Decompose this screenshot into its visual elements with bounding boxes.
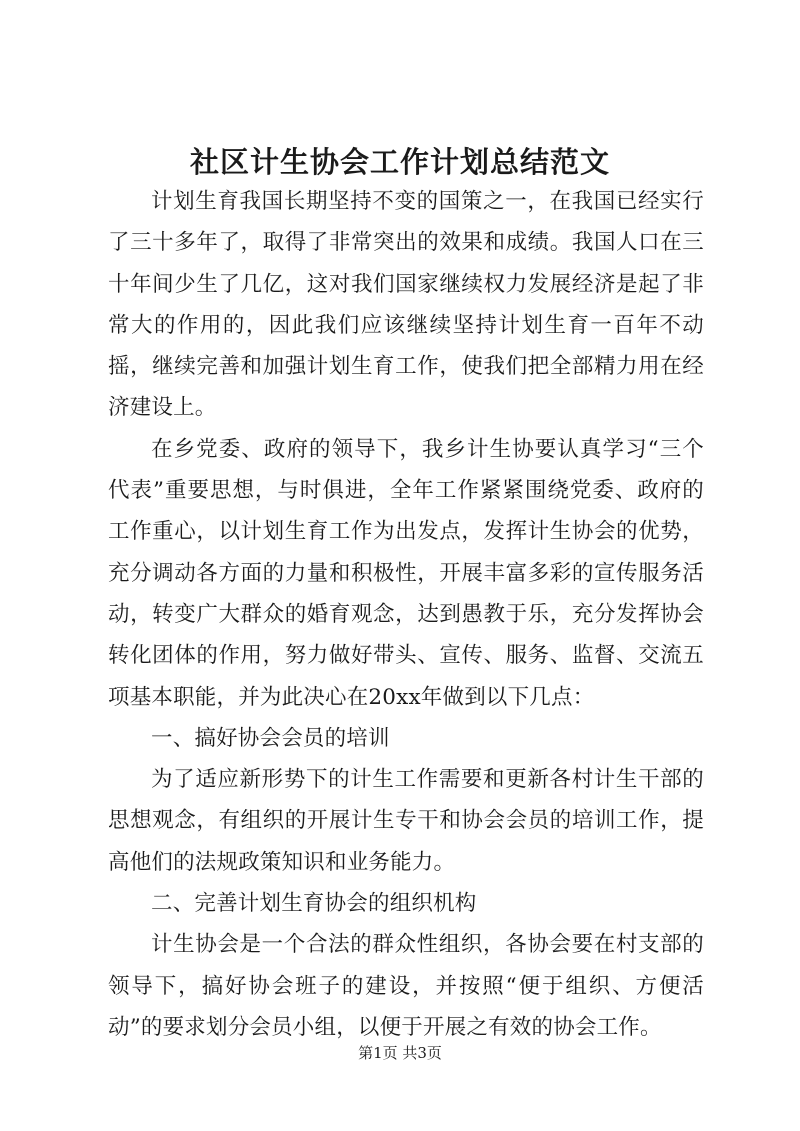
section-text-organization: 计生协会是一个合法的群众性组织，各协会要在村支部的领导下，搞好协会班子的建设，并按照“便于组织、方便活动”的要求划分会员小组，以便于开展之有效的协会工作。 [108, 932, 704, 1040]
section-text-training: 为了适应新形势下的计生工作需要和更新各村计生干部的思想观念，有组织的开展计生专干和协会会员的培训工作，提高他们的法规政策知识和业务能力。 [108, 767, 704, 875]
page-number-footer: 第1页 共3页 [358, 1044, 442, 1062]
document-body [108, 181, 704, 1048]
section-heading-training: 一、搞好协会会员的培训 [151, 725, 390, 751]
document-title: 社区计生协会工作计划总结范文 [189, 145, 610, 179]
plan-paragraph: 在乡党委、政府的领导下，我乡计生协要认真学习“三个代表”重要思想，与时俱进，全年工作紧紧围绕党委、政府的工作重心，以计划生育工作为出发点，发挥计生协会的优势，充分调动各方面的力量和积极性，开展丰富多彩的宣传服务活动，转变广大群众的婚育观念，达到愚教于乐，充分发挥协会转化团体的作用，努力做好带头、宣传、服务、监督、交流五项基本职能，并为此决心在20xx年做到以下几点： [108, 436, 704, 710]
section-heading-organization: 二、完善计划生育协会的组织机构 [151, 891, 477, 917]
intro-paragraph: 计划生育我国长期坚持不变的国策之一，在我国已经实行了三十多年了，取得了非常突出的效果和成绩。我国人口在三十年间少生了几亿，这对我们国家继续权力发展经济是起了非常大的作用的，因此我们应该继续坚持计划生育一百年不动摇，继续完善和加强计划生育工作，使我们把全部精力用在经济建设上。 [108, 189, 704, 421]
